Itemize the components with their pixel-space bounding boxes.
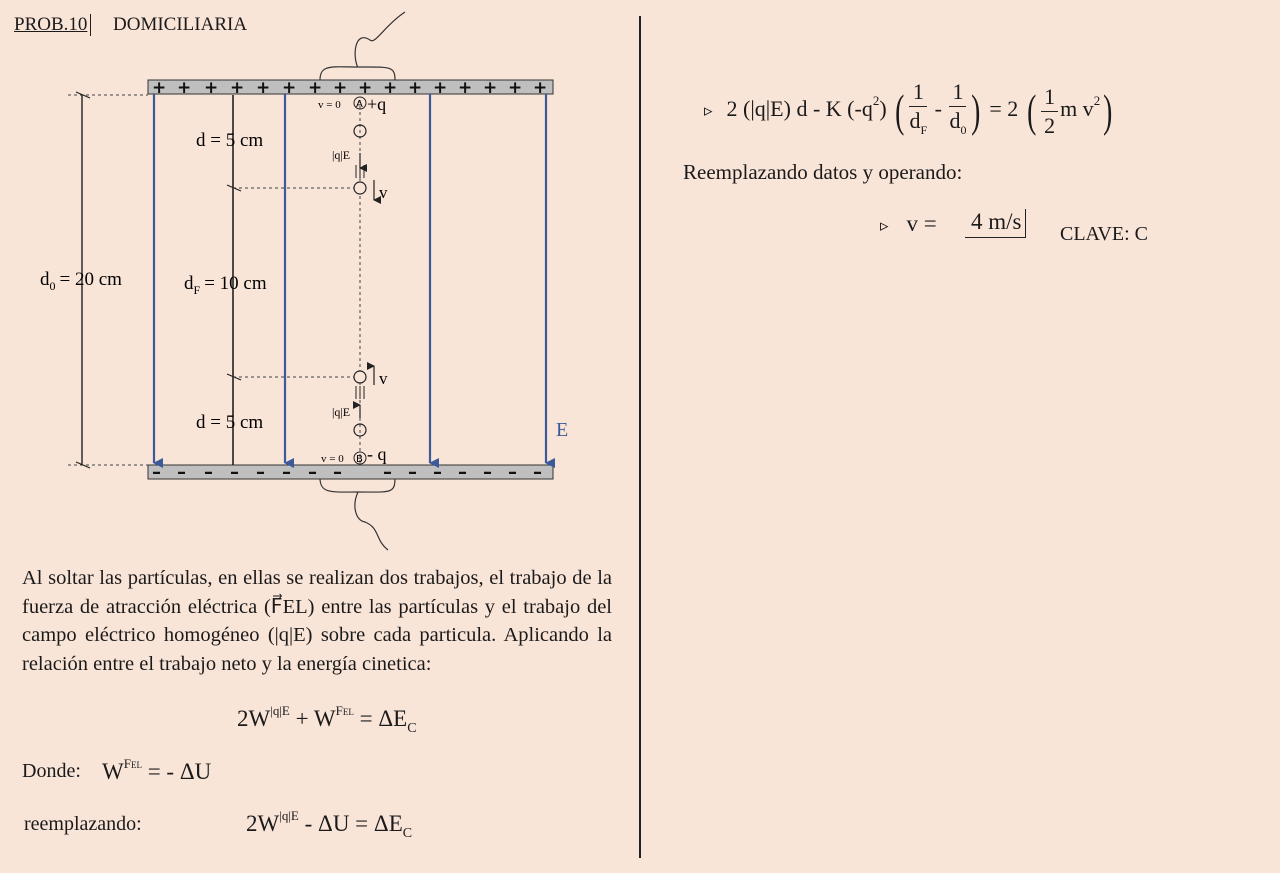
minus-sign: – [483, 462, 492, 483]
plus-sign: + [508, 78, 523, 98]
minus-sign: – [204, 462, 213, 483]
equation-potential: $W^{FEL}$ = - ΔU [102, 756, 212, 784]
minus-sign: – [308, 462, 317, 483]
plus-sign: + [333, 78, 348, 98]
point-b-label: B [356, 454, 363, 465]
minus-sign: – [256, 462, 265, 483]
minus-sign: – [458, 462, 467, 483]
minus-sign: – [152, 462, 161, 483]
problem-number: PROB.10 [14, 14, 91, 36]
equation-substituted: $2W^{|q|E} - \Delta U = \Delta E_C$ [246, 808, 413, 841]
plus-sign: + [256, 78, 271, 98]
plus-sign: + [308, 78, 323, 98]
main-equation: ▹ 2 (|q|E) d - K $(-q^2)$ ( $\frac{1}{d_F}$ - $\frac{1}{d_0}$ ) = 2 ( $\frac{1}{2}$ m $v^2$) [704, 79, 1113, 138]
plus-sign: + [483, 78, 498, 98]
explanation-paragraph: Al soltar las partículas, en ellas se realizan dos trabajos, el trabajo de la fuerza de atracción eléctrica (F⃗EL) entre las partículas y el trabajo del campo eléctrico homogéneo (|q|E) sobre cada particula. Aplicando la relación entre el trabajo neto y la energía cinetica: [22, 567, 612, 675]
equation-work-energy: $2W^{|q|E} + W^{FEL} = \Delta E_C$ [237, 703, 417, 736]
capacitor-diagram [0, 0, 640, 560]
plus-sign: + [282, 78, 297, 98]
result-value-box: 4 m/s [965, 209, 1026, 238]
minus-sign: – [508, 462, 517, 483]
dF-label: $d_F = 10$ cm [184, 273, 267, 297]
plus-sign: + [152, 78, 167, 98]
plus-sign: + [533, 78, 548, 98]
qE-bottom-label: |q|E [332, 405, 351, 419]
minus-sign: – [433, 462, 442, 483]
plus-sign: + [358, 78, 373, 98]
answer-key: CLAVE: C [1060, 223, 1148, 245]
negative-charge-label: - q [367, 444, 387, 464]
plus-sign: + [433, 78, 448, 98]
minus-sign: – [177, 462, 186, 483]
positive-charge-label: +q [367, 94, 387, 114]
plus-sign: + [204, 78, 219, 98]
particle-top-end [354, 182, 366, 194]
plus-sign: + [408, 78, 423, 98]
field-label: E [556, 419, 569, 441]
problem-type: DOMICILIARIA [113, 14, 248, 35]
d-bottom-label: d = 5 cm [196, 412, 264, 433]
plus-sign: + [458, 78, 473, 98]
v-top-label: v [379, 183, 388, 202]
minus-sign: – [383, 462, 392, 483]
minus-sign: – [230, 462, 239, 483]
plus-sign: + [383, 78, 398, 98]
minus-sign: – [333, 462, 342, 483]
result-equation: ▹ v = [880, 211, 937, 236]
donde-label: Donde: [22, 760, 81, 782]
top-wire [355, 12, 405, 68]
reemplazando-datos-label: Reemplazando datos y operando: [683, 160, 963, 184]
particle-bottom-end [354, 371, 366, 383]
plus-sign: + [230, 78, 245, 98]
minus-sign: – [533, 462, 542, 483]
minus-sign: – [282, 462, 291, 483]
v-bottom-label: v [379, 369, 388, 388]
d-top-label: d = 5 cm [196, 130, 264, 151]
qE-top-label: |q|E [332, 148, 351, 162]
point-a-label: A [356, 99, 363, 110]
v0-top-label: v = 0 [318, 99, 341, 111]
d0-label: $d_0 = 20$ cm [40, 269, 122, 293]
v0-bottom-label: v = 0 [321, 453, 344, 465]
reemplazando-label: reemplazando: [24, 813, 142, 835]
minus-sign: – [408, 462, 417, 483]
plus-sign: + [177, 78, 192, 98]
bottom-wire [355, 492, 388, 550]
